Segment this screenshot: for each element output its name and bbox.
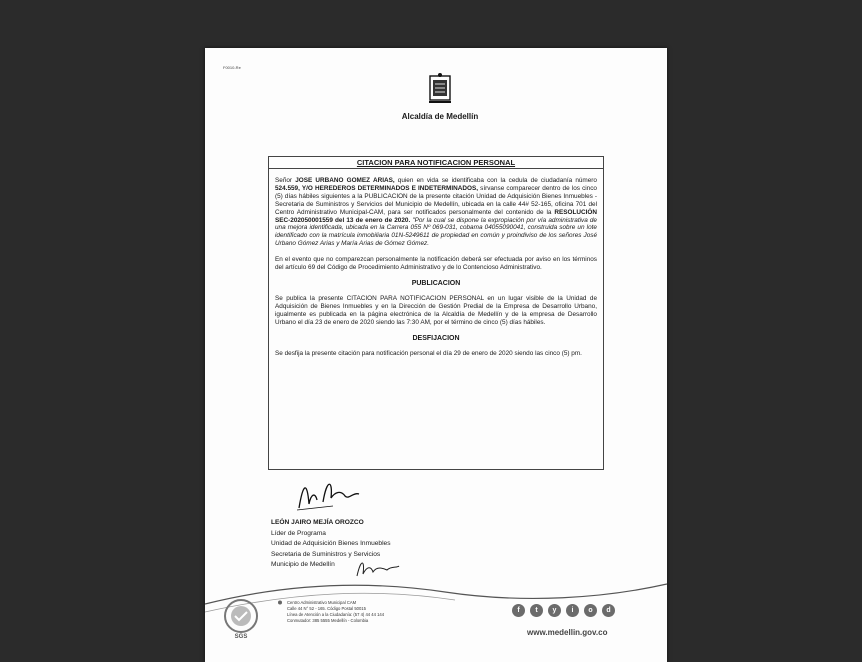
footer-decoration — [205, 578, 667, 662]
document-code: F0010-Re — [223, 65, 241, 70]
notice-paragraph-1: Señor JOSE URBANO GOMEZ ARIAS, quien en vida se identificaba con la cedula de ciudadanía número 524.559, Y/O HEREDEROS DETERMINADOS E INDETERMINADOS, sírvanse comparecer dentro de los cinco (5) días hábiles siguientes a la PUBLICACION de la presente citación Unidad de Adquisición Bienes Inmuebles - Secretaria de Suministros y Servicios del Municipio de Medellín, ubicada en la calle 44# 52-165, oficina 701 del Centro Administrativo Municipal-CAM, para ser notificados personalmente del contenido de la RESOLUCIÓN SEC-202050001559 del 13 de enero de 2020. "Por la cual se dispone la expropiación por vía administrativa de una mejora identificada, ubicada en la Carrera 055 Nº 069-031, cobama 04055090041, construida sobre un lote identificado con la matrícula inmobiliaria 01N-5249611 de propiedad en común y proindiviso de los señores José Urbano Gómez Arias y María Arias de Gómez Gómez. — [275, 177, 597, 248]
address-line: Línea de Atención a la Ciudadanía: (57 4) 44 44 144 — [287, 612, 385, 617]
social-icons — [512, 604, 615, 617]
coat-of-arms-icon — [427, 72, 453, 108]
signatory-unit: Unidad de Adquisición Bienes Inmuebles — [271, 540, 391, 547]
footer-address — [287, 600, 384, 624]
social-icon-5[interactable]: o — [584, 604, 597, 617]
social-icon-4[interactable]: i — [566, 604, 579, 617]
social-icon-2[interactable]: t — [530, 604, 543, 617]
desfijacion-paragraph: Se desfija la presente citación para notificación personal el día 29 de enero de 2020 siendo las cinco (5) pm. — [275, 349, 582, 357]
notice-box — [268, 156, 604, 470]
desfijacion-heading: DESFIJACION — [412, 334, 460, 342]
notice-paragraph-2: En el evento que no comparezcan personalmente la notificación deberá ser efectuada por aviso en los términos del artículo 69 del Código de Procedimiento Administrativo y de lo Contencioso Administrativo. — [275, 256, 597, 272]
signatory-role: Líder de Programa — [271, 529, 326, 537]
social-icon-6[interactable]: d — [602, 604, 615, 617]
social-icon-3[interactable]: y — [548, 604, 561, 617]
publicacion-paragraph: Se publica la presente CITACION PARA NOTIFICACION PERSONAL en un lugar visible de la Unidad de Adquisición de Bienes Inmuebles y en la Dirección de Gestión Predial de la Empresa de Desarrollo Urbano, igualmente es publicada en la página electrónica de la Alcaldía de Medellín y de la empresa de Desarrollo Urbano el día 23 de enero de 2020 siendo las 7:30 AM, por el término de cinco (5) días hábiles. — [275, 294, 597, 326]
signatory-name: LEÓN JAIRO MEJÍA OROZCO — [271, 519, 364, 526]
notice-title: CITACION PARA NOTIFICACION PERSONAL — [269, 157, 603, 169]
signatory-municipality: Municipio de Medellín — [271, 561, 335, 568]
address-line: Conmutador: 385 5555 Medellín - Colombia — [287, 618, 369, 623]
document-page — [205, 48, 667, 662]
badge-label: SGS — [234, 634, 248, 640]
location-pin-icon — [277, 600, 283, 606]
publicacion-heading: PUBLICACION — [411, 279, 461, 287]
website-link[interactable]: www.medellin.gov.co — [527, 628, 608, 637]
certification-badge-icon — [219, 596, 263, 640]
social-icon-1[interactable]: f — [512, 604, 525, 617]
address-line: Centro Administrativo Municipal CAM — [287, 600, 357, 605]
address-line: Calle 44 N° 52 - 165. Código Postal 50015 — [287, 606, 366, 611]
handwritten-initials — [353, 556, 403, 580]
organization-name: Alcaldía de Medellín — [401, 112, 479, 121]
handwritten-signature — [293, 474, 365, 514]
signatory-dept: Secretaria de Suministros y Servicios — [271, 550, 381, 558]
